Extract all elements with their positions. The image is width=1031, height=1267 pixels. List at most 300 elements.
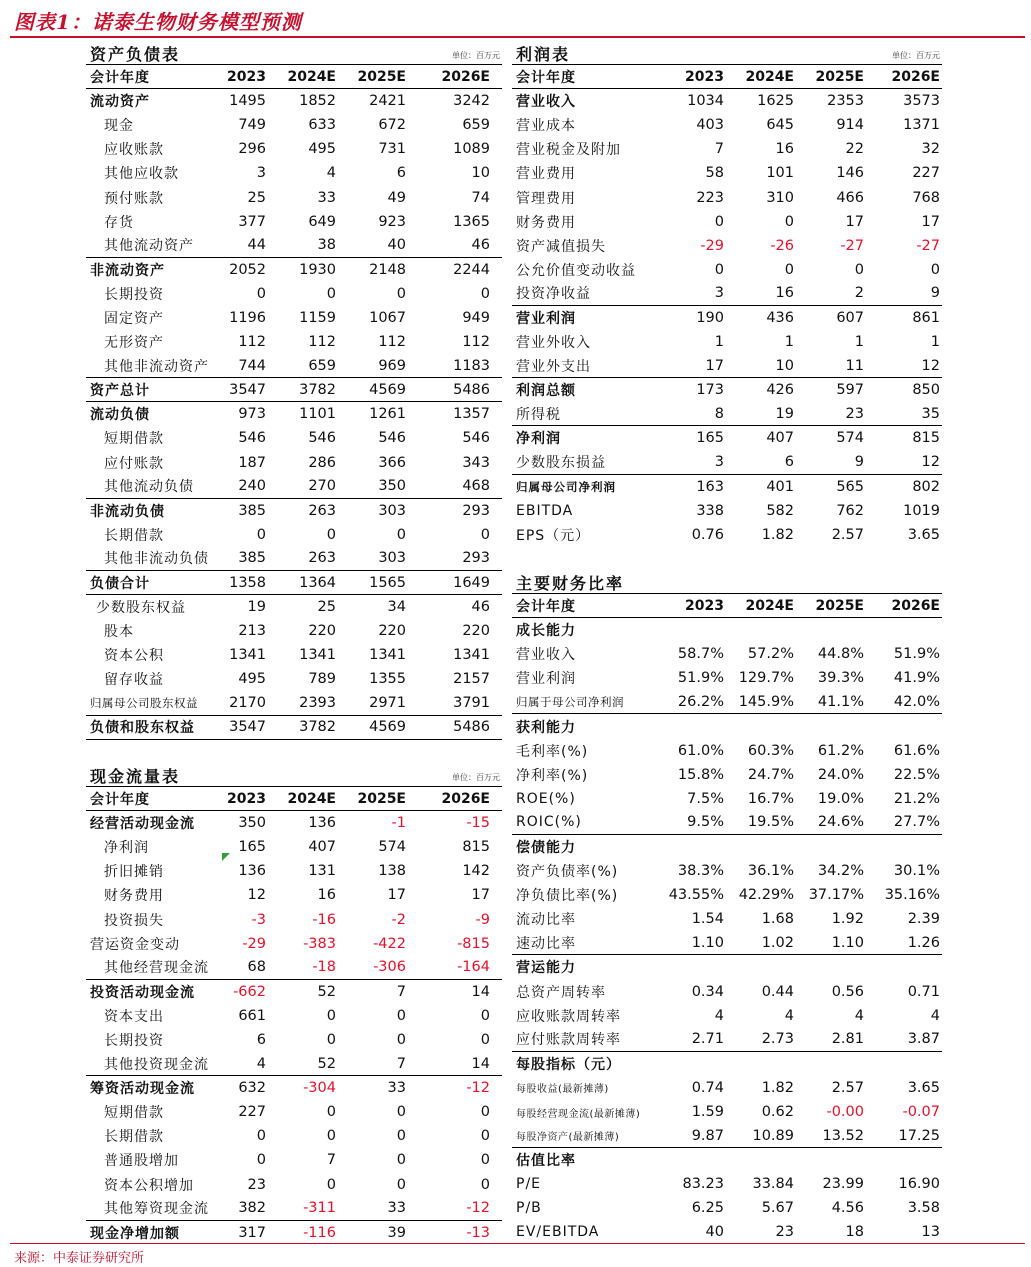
- row-label: 投资损失: [104, 912, 164, 929]
- row-label: 管理费用: [516, 190, 576, 207]
- value-cell: 3: [256, 165, 266, 182]
- row-label: 利润总额: [516, 383, 576, 400]
- value-cell: 1.59: [691, 1104, 724, 1121]
- value-cell: 19: [775, 405, 794, 422]
- table-row: [86, 1028, 502, 1052]
- value-cell: -311: [303, 1200, 336, 1217]
- value-cell: 129.7%: [738, 670, 794, 687]
- table-row: [512, 234, 942, 258]
- row-label: 归属于母公司净利润: [516, 694, 624, 709]
- table-row: [512, 330, 942, 354]
- row-label: 营业利润: [516, 671, 576, 688]
- value-cell: 2157: [453, 671, 490, 688]
- value-cell: 1371: [903, 117, 940, 134]
- value-cell: 142: [462, 863, 490, 880]
- value-cell: 546: [378, 430, 406, 447]
- table-row: [512, 980, 942, 1004]
- value-cell: 973: [238, 406, 266, 423]
- value-cell: 0: [326, 1176, 336, 1193]
- value-cell: 436: [766, 309, 794, 326]
- value-cell: 1: [784, 334, 794, 351]
- table-row: [86, 1100, 502, 1124]
- row-label: 预付账款: [104, 190, 164, 207]
- value-cell: 1930: [299, 261, 336, 278]
- value-cell: 61.0%: [677, 742, 724, 759]
- row-label: 总资产周转率: [516, 984, 606, 1001]
- value-cell: 0: [326, 285, 336, 302]
- row-label: 负债合计: [90, 575, 150, 592]
- value-cell: 1034: [687, 93, 724, 110]
- value-cell: 0.74: [691, 1079, 724, 1096]
- value-cell: 0: [784, 213, 794, 230]
- top-rule: [10, 36, 1025, 38]
- value-cell: 293: [462, 502, 490, 519]
- table-row: [512, 811, 942, 835]
- value-cell: 24.6%: [817, 814, 864, 831]
- value-cell: 1019: [903, 502, 940, 519]
- value-cell: -304: [303, 1080, 336, 1097]
- table-row: [86, 306, 502, 330]
- figure-title: 图表1：诺泰生物财务模型预测: [14, 10, 302, 34]
- value-cell: 16.7%: [747, 790, 794, 807]
- value-cell: 60.3%: [747, 742, 794, 759]
- value-cell: 83.23: [682, 1176, 724, 1193]
- value-cell: 187: [238, 454, 266, 471]
- value-cell: 815: [462, 839, 490, 856]
- value-cell: 3782: [299, 381, 336, 398]
- value-cell: 101: [766, 165, 794, 182]
- row-label: 营业外收入: [516, 335, 591, 352]
- value-cell: 0: [396, 1104, 406, 1121]
- row-label: 营业费用: [516, 166, 576, 183]
- table-row: [86, 1173, 502, 1197]
- value-cell: 350: [238, 815, 266, 832]
- value-cell: 343: [462, 454, 490, 471]
- value-cell: 2.57: [831, 526, 864, 543]
- row-label: 净负债比率(%): [516, 888, 619, 905]
- value-cell: 4.56: [831, 1200, 864, 1217]
- value-cell: 51.9%: [677, 670, 724, 687]
- table-row: [512, 1148, 942, 1172]
- row-label: 流动比率: [516, 912, 576, 929]
- value-cell: 1649: [453, 574, 490, 591]
- value-cell: 850: [912, 382, 940, 399]
- cash-flow-panel: [86, 764, 502, 1244]
- value-cell: 38: [317, 237, 336, 254]
- value-cell: 34.2%: [817, 863, 864, 880]
- value-cell: 338: [696, 502, 724, 519]
- value-cell: 23: [775, 1224, 794, 1241]
- value-cell: 0: [480, 1104, 490, 1121]
- cell-comment-marker: [222, 853, 230, 861]
- table-row: [86, 1052, 502, 1076]
- value-cell: -306: [373, 959, 406, 976]
- value-cell: 495: [308, 141, 336, 158]
- value-cell: 2023: [227, 68, 266, 85]
- table-row: [86, 451, 502, 475]
- row-label: 营业成本: [516, 118, 576, 135]
- value-cell: 49: [387, 189, 406, 206]
- value-cell: 4569: [369, 381, 406, 398]
- row-label: 每股净资产(最新摊薄): [516, 1132, 620, 1144]
- value-cell: 350: [378, 478, 406, 495]
- table-row: [512, 402, 942, 426]
- value-cell: 1357: [453, 406, 490, 423]
- value-cell: 749: [238, 117, 266, 134]
- value-cell: 6: [784, 454, 794, 471]
- row-label: P/E: [516, 1176, 542, 1193]
- value-cell: 10.89: [752, 1127, 794, 1144]
- value-cell: 3.58: [907, 1200, 940, 1217]
- table-row: [512, 931, 942, 955]
- value-cell: 0.62: [761, 1104, 794, 1121]
- table-row: [512, 1124, 942, 1148]
- value-cell: 33.84: [752, 1176, 794, 1193]
- value-cell: 0: [714, 213, 724, 230]
- value-cell: -164: [457, 959, 490, 976]
- value-cell: 0: [256, 1128, 266, 1145]
- value-cell: 401: [766, 478, 794, 495]
- value-cell: 2170: [229, 694, 266, 711]
- value-cell: 0.44: [761, 983, 794, 1000]
- table-row: [512, 1196, 942, 1220]
- table-row: [512, 763, 942, 787]
- row-label: 其他经营现金流: [104, 960, 209, 977]
- table-row: [512, 137, 942, 161]
- value-cell: 25: [247, 189, 266, 206]
- value-cell: 802: [912, 478, 940, 495]
- table-row: [86, 595, 502, 619]
- table-row: [86, 185, 502, 209]
- value-cell: 165: [238, 839, 266, 856]
- table-row: [512, 354, 942, 378]
- value-cell: 0: [326, 1128, 336, 1145]
- value-cell: 35: [921, 405, 940, 422]
- table-row: [86, 378, 502, 402]
- value-cell: -29: [242, 935, 266, 952]
- value-cell: 1.02: [761, 934, 794, 951]
- row-label: 现金: [104, 118, 134, 135]
- row-label: 资本公积增加: [104, 1177, 194, 1194]
- value-cell: 1852: [299, 93, 336, 110]
- value-cell: 385: [238, 550, 266, 567]
- value-cell: 4569: [369, 719, 406, 736]
- value-cell: 9: [930, 285, 940, 302]
- row-label: 投资活动现金流: [90, 984, 195, 1001]
- table-row: [86, 1076, 502, 1100]
- value-cell: 13: [921, 1224, 940, 1241]
- value-cell: -26: [770, 237, 794, 254]
- value-cell: 0.34: [691, 983, 724, 1000]
- table-row: [86, 547, 502, 571]
- value-cell: 41.1%: [817, 693, 864, 710]
- table-row: [512, 426, 942, 450]
- row-label: 其他非流动资产: [104, 358, 209, 375]
- value-cell: 659: [308, 357, 336, 374]
- row-label: 资产负债率(%): [516, 864, 619, 881]
- value-cell: 223: [696, 189, 724, 206]
- table-row: [512, 1076, 942, 1100]
- value-cell: 949: [462, 309, 490, 326]
- row-label: 其他投资现金流: [104, 1056, 209, 1073]
- value-cell: 597: [836, 382, 864, 399]
- value-cell: -1: [391, 815, 406, 832]
- value-cell: 9.5%: [687, 814, 724, 831]
- row-label: 流动负债: [90, 407, 150, 424]
- table-row: [86, 571, 502, 595]
- table-row: [86, 619, 502, 643]
- value-cell: 0: [396, 1152, 406, 1169]
- value-cell: 2024E: [287, 790, 336, 807]
- table-row: [512, 1004, 942, 1028]
- row-label: 成长能力: [516, 623, 576, 640]
- row-label: 资本支出: [104, 1008, 164, 1025]
- value-cell: 42.29%: [738, 887, 794, 904]
- table-row: [512, 65, 942, 89]
- value-cell: 2: [854, 285, 864, 302]
- table-row: [512, 1172, 942, 1196]
- value-cell: 1364: [299, 574, 336, 591]
- value-cell: -16: [312, 911, 336, 928]
- value-cell: 923: [378, 213, 406, 230]
- row-label: 净利润: [516, 431, 561, 448]
- value-cell: 468: [462, 478, 490, 495]
- value-cell: 815: [912, 430, 940, 447]
- value-cell: 293: [462, 550, 490, 567]
- table-row: [512, 378, 942, 402]
- value-cell: 546: [308, 430, 336, 447]
- value-cell: 19: [247, 599, 266, 616]
- value-cell: 310: [766, 189, 794, 206]
- value-cell: 61.6%: [893, 742, 940, 759]
- value-cell: 1.82: [761, 1079, 794, 1096]
- value-cell: 40: [705, 1224, 724, 1241]
- value-cell: 15.8%: [677, 766, 724, 783]
- value-cell: -12: [466, 1200, 490, 1217]
- row-label: 归属母公司股东权益: [90, 695, 198, 710]
- row-label: 营业外支出: [516, 358, 591, 375]
- value-cell: 112: [462, 334, 490, 351]
- table-row: [86, 1004, 502, 1028]
- value-cell: 2421: [369, 93, 406, 110]
- value-cell: -13: [466, 1224, 490, 1241]
- value-cell: 1341: [369, 647, 406, 664]
- value-cell: 0: [326, 1104, 336, 1121]
- value-cell: 789: [308, 671, 336, 688]
- row-label: 营业利润: [516, 310, 576, 327]
- value-cell: 220: [462, 623, 490, 640]
- income-statement-panel: [512, 42, 942, 552]
- value-cell: 240: [238, 478, 266, 495]
- income-statement-rows: [512, 65, 942, 547]
- row-label: 会计年度: [516, 69, 576, 86]
- value-cell: -18: [312, 959, 336, 976]
- balance-sheet-panel: [86, 42, 502, 742]
- value-cell: 46: [471, 599, 490, 616]
- table-row: [512, 883, 942, 907]
- value-cell: 21.2%: [893, 790, 940, 807]
- row-label: 营运能力: [516, 960, 576, 977]
- table-row: [86, 1197, 502, 1221]
- row-label: EV/EBITDA: [516, 1224, 600, 1241]
- value-cell: 27.7%: [893, 814, 940, 831]
- value-cell: 914: [836, 117, 864, 134]
- table-row: [86, 330, 502, 354]
- row-label: 净利润: [104, 840, 149, 857]
- value-cell: 33: [387, 1200, 406, 1217]
- value-cell: 44.8%: [817, 646, 864, 663]
- value-cell: 18: [845, 1224, 864, 1241]
- value-cell: 0: [480, 1031, 490, 1048]
- row-label: 筹资活动现金流: [90, 1081, 195, 1098]
- table-row: [86, 1124, 502, 1148]
- value-cell: 0: [256, 285, 266, 302]
- table-row: [86, 113, 502, 137]
- value-cell: 4: [256, 1055, 266, 1072]
- value-cell: -662: [233, 983, 266, 1000]
- value-cell: 385: [238, 502, 266, 519]
- table-row: [86, 643, 502, 667]
- value-cell: 32: [921, 141, 940, 158]
- value-cell: 1341: [299, 647, 336, 664]
- value-cell: 51.9%: [893, 646, 940, 663]
- table-row: [86, 89, 502, 113]
- row-label: 速动比率: [516, 935, 576, 952]
- table-row: [86, 859, 502, 883]
- value-cell: 1183: [453, 357, 490, 374]
- balance-sheet-unit: 单位：百万元: [452, 51, 500, 60]
- value-cell: 0: [930, 261, 940, 278]
- row-label: 非流动资产: [90, 262, 165, 279]
- row-label: 存货: [104, 214, 134, 231]
- value-cell: 0: [396, 1031, 406, 1048]
- value-cell: -0.00: [826, 1104, 864, 1121]
- row-label: EBITDA: [516, 502, 574, 519]
- value-cell: 227: [238, 1104, 266, 1121]
- table-row: [86, 787, 502, 811]
- table-row: [86, 523, 502, 547]
- value-cell: 16: [317, 887, 336, 904]
- value-cell: 0: [480, 1007, 490, 1024]
- value-cell: 227: [912, 165, 940, 182]
- value-cell: 1261: [369, 406, 406, 423]
- value-cell: 112: [308, 334, 336, 351]
- table-row: [86, 716, 502, 740]
- value-cell: 607: [836, 309, 864, 326]
- value-cell: 3791: [453, 694, 490, 711]
- value-cell: 52: [317, 1055, 336, 1072]
- value-cell: 1.10: [691, 934, 724, 951]
- value-cell: 58.7%: [677, 646, 724, 663]
- value-cell: 16: [775, 141, 794, 158]
- value-cell: 0: [326, 1007, 336, 1024]
- value-cell: 574: [836, 430, 864, 447]
- value-cell: 173: [696, 382, 724, 399]
- value-cell: 24.0%: [817, 766, 864, 783]
- bottom-rule: [10, 1243, 1025, 1244]
- row-label: 估值比率: [516, 1153, 576, 1170]
- value-cell: 0: [480, 526, 490, 543]
- value-cell: 17: [471, 887, 490, 904]
- value-cell: 35.16%: [884, 887, 940, 904]
- value-cell: 0: [480, 1176, 490, 1193]
- cash-flow-unit: 单位：百万元: [452, 773, 500, 782]
- value-cell: 26.2%: [677, 693, 724, 710]
- value-cell: 1.82: [761, 526, 794, 543]
- value-cell: 0: [326, 1031, 336, 1048]
- value-cell: -383: [303, 935, 336, 952]
- value-cell: 377: [238, 213, 266, 230]
- table-row: [512, 499, 942, 523]
- value-cell: 1: [854, 334, 864, 351]
- value-cell: 12: [921, 357, 940, 374]
- value-cell: 1196: [229, 309, 266, 326]
- value-cell: 52: [317, 983, 336, 1000]
- value-cell: 34: [387, 599, 406, 616]
- value-cell: 7.5%: [687, 790, 724, 807]
- table-row: [86, 499, 502, 523]
- value-cell: 39: [387, 1224, 406, 1241]
- table-row: [512, 89, 942, 113]
- value-cell: 1341: [229, 647, 266, 664]
- value-cell: 861: [912, 309, 940, 326]
- value-cell: 17: [387, 887, 406, 904]
- value-cell: 10: [775, 357, 794, 374]
- value-cell: 382: [238, 1200, 266, 1217]
- table-row: [512, 690, 942, 714]
- table-row: [512, 859, 942, 883]
- value-cell: 7: [326, 1152, 336, 1169]
- value-cell: 1358: [229, 574, 266, 591]
- value-cell: 33: [317, 189, 336, 206]
- row-label: 应付账款周转率: [516, 1032, 621, 1049]
- table-row: [86, 835, 502, 859]
- row-label: 其他应收款: [104, 166, 179, 183]
- table-row: [512, 1100, 942, 1124]
- row-label: 负债和股东权益: [90, 720, 195, 737]
- value-cell: 2025E: [815, 597, 864, 614]
- value-cell: 58: [705, 165, 724, 182]
- value-cell: 303: [378, 550, 406, 567]
- balance-sheet-title: 资产负债表: [90, 45, 181, 64]
- table-row: [86, 980, 502, 1004]
- table-row: [512, 258, 942, 282]
- table-row: [512, 523, 942, 547]
- value-cell: 131: [308, 863, 336, 880]
- value-cell: 74: [471, 189, 490, 206]
- value-cell: 37.17%: [808, 887, 864, 904]
- row-label: 其他筹资现金流: [104, 1201, 209, 1218]
- value-cell: 2.73: [761, 1031, 794, 1048]
- table-row: [86, 811, 502, 835]
- value-cell: 3.65: [907, 526, 940, 543]
- value-cell: 145.9%: [738, 693, 794, 710]
- value-cell: -27: [916, 237, 940, 254]
- row-label: 固定资产: [104, 310, 164, 327]
- value-cell: 649: [308, 213, 336, 230]
- value-cell: 546: [462, 430, 490, 447]
- ratios-rows: [512, 594, 942, 1245]
- ratios-title: 主要财务比率: [516, 574, 625, 593]
- value-cell: 672: [378, 117, 406, 134]
- value-cell: 12: [921, 454, 940, 471]
- value-cell: 2025E: [357, 68, 406, 85]
- value-cell: 3242: [453, 93, 490, 110]
- table-row: [512, 618, 942, 642]
- table-row: [86, 234, 502, 258]
- value-cell: 2.81: [831, 1031, 864, 1048]
- value-cell: 263: [308, 502, 336, 519]
